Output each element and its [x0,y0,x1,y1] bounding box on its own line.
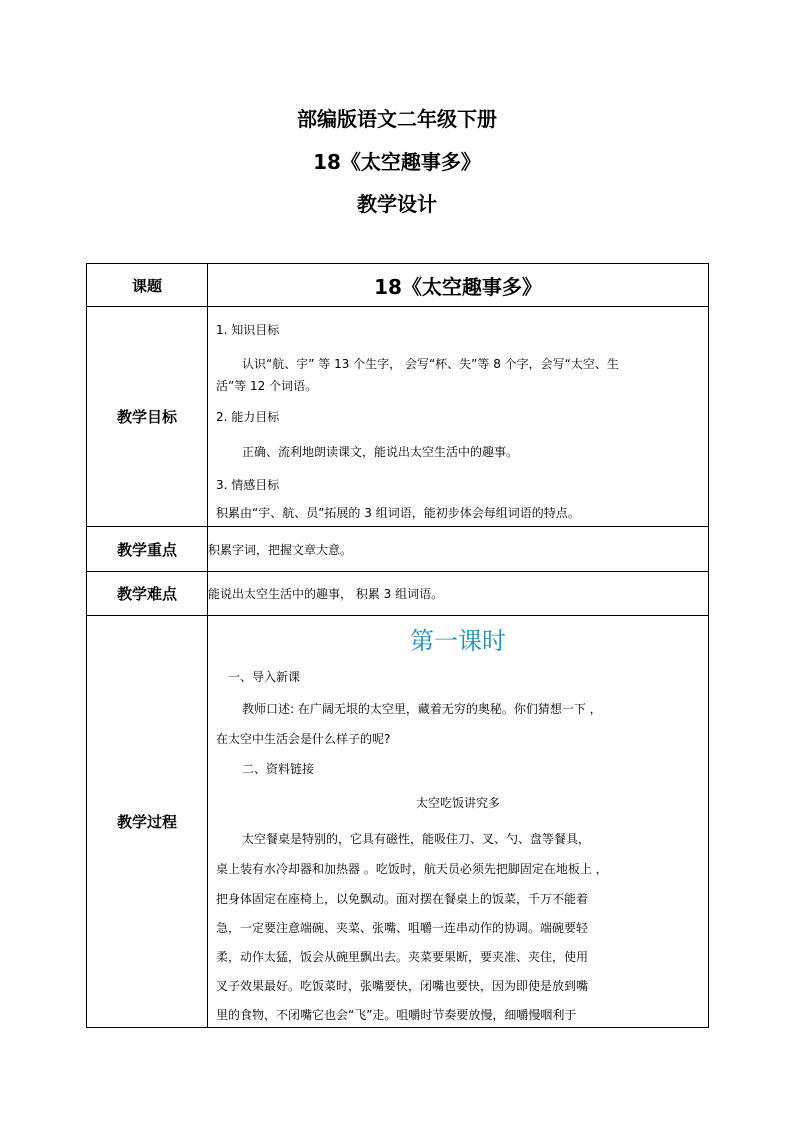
ability-goal-text: 正确、流利地朗读课文，能说出太空生活中的趣事。 [242,445,519,459]
section-resource-title: 二、资料链接 [242,762,315,776]
intro-text-2: 在太空中生活会是什么样子的呢? [216,732,391,746]
article-line-6: 叉子效果最好。吃饭菜时，张嘴要快，闭嘴也要快，因为即使是放到嘴 [216,979,589,993]
doc-subtitle: 教学设计 [357,192,437,216]
row-topic [87,264,709,307]
label-process: 教学过程 [87,616,208,1028]
ability-goal-title: 2. 能力目标 [216,410,280,424]
lesson-name: 18《太空趣事多》 [313,150,481,174]
knowledge-goal-text-2: 活”等 12 个词语。 [216,379,318,393]
key-point-value: 积累字词，把握文章大意。 [208,527,709,572]
intro-text-1: 教师口述: 在广阔无垠的太空里，藏着无穷的奥秘。你们猜想一下 ， [242,702,602,716]
row-difficulty [87,572,709,616]
article-line-2: 桌上装有水冷却器和加热器 。吃饭时，航天员必须先把脚固定在地板上 ， [216,862,608,876]
topic-value: 18《太空趣事多》 [208,264,709,307]
emotion-goal-text: 积累由“宇、航、员”拓展的 3 组词语，能初步体会每组词语的特点。 [216,506,580,520]
knowledge-goal-text-1: 认识“航、宇” 等 13 个生字， 会写“杯、失”等 8 个字，会写“太空、生 [242,357,619,371]
row-key-point [87,527,709,572]
label-goals: 教学目标 [87,307,208,527]
doc-title: 部编版语文二年级下册 [297,107,497,131]
article-line-4: 急，一定要注意端碗、夹菜、张嘴、咀嚼一连串动作的协调。端碗要轻 [216,921,589,935]
knowledge-goal-title: 1. 知识目标 [216,323,280,337]
label-difficulty: 教学难点 [87,572,208,616]
lesson-plan-table [86,263,709,1028]
article-line-1: 太空餐桌是特别的，它具有磁性，能吸住刀、叉、勺、盘等餐具， [242,832,591,846]
section-intro-title: 一、导入新课 [228,670,301,684]
article-line-5: 柔，动作太猛，饭会从碗里飘出去。夹菜要果断，要夹准、夹住，使用 [216,950,589,964]
article-title: 太空吃饭讲究多 [415,796,500,810]
article-line-7: 里的食物，不闭嘴它也会“飞”走。咀嚼时节奏要放慢，细嚼慢咽利于 [216,1008,577,1022]
lesson-period-title: 第一课时 [410,627,506,655]
process-content [208,616,708,1027]
row-process [87,616,709,1028]
label-key-point: 教学重点 [87,527,208,572]
label-topic: 课题 [87,264,208,307]
difficulty-value: 能说出太空生活中的趣事， 积累 3 组词语。 [208,572,709,616]
emotion-goal-title: 3. 情感目标 [216,478,280,492]
article-line-3: 把身体固定在座椅上，以免飘动。面对摆在餐桌上的饭菜，千万不能着 [216,892,589,906]
goals-content [208,307,708,526]
row-goals [87,307,709,527]
